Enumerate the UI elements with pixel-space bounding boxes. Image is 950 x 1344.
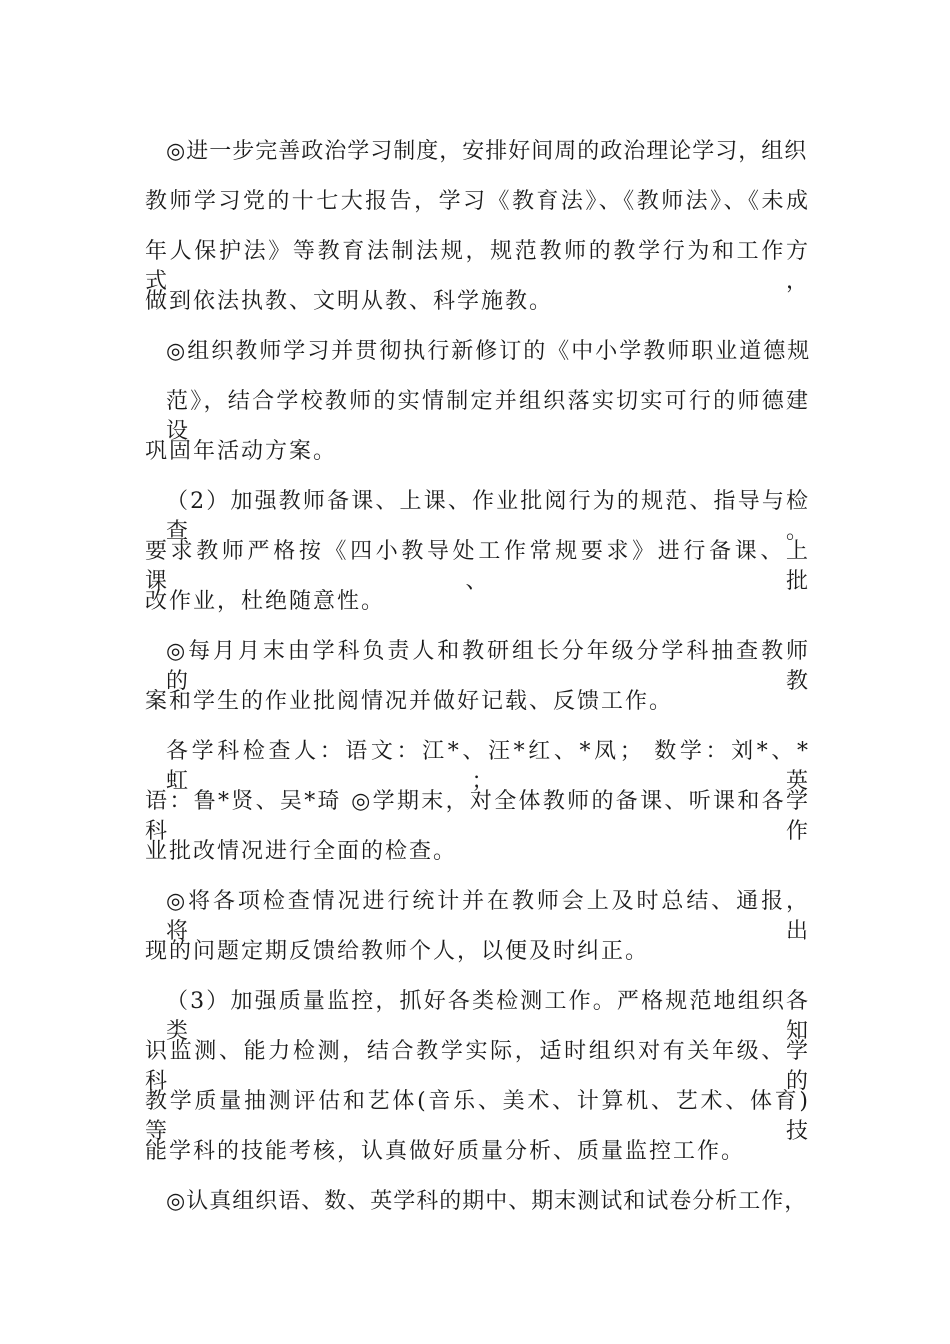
- text-line: 要求教师严格按《四小教导处工作常规要求》进行备课、上课、批: [145, 539, 810, 594]
- text-line: ◎认真组织语、数、英学科的期中、期末测试和试卷分析工作，: [166, 1189, 808, 1214]
- text-line: 各学科检查人：语文：江*、汪*红、*凤； 数学：刘*、*虹； 英: [166, 739, 810, 794]
- text-line: 能学科的技能考核，认真做好质量分析、质量监控工作。: [145, 1139, 746, 1164]
- text-line: 巩固年活动方案。: [145, 439, 338, 464]
- text-line: ◎组织教师学习并贯彻执行新修订的《中小学教师职业道德规: [166, 339, 812, 364]
- text-line: 语：鲁*贤、吴*琦 ◎学期末，对全体教师的备课、听课和各学科作: [145, 789, 810, 844]
- text-line: 年人保护法》等教育法制法规，规范教师的教学行为和工作方式，: [145, 239, 810, 294]
- text-line: ◎进一步完善政治学习制度，安排好间周的政治理论学习，组织: [166, 139, 808, 164]
- text-line: 教学质量抽测评估和艺体(音乐、美术、计算机、艺术、体育)等技: [145, 1089, 810, 1144]
- text-line: 案和学生的作业批阅情况并做好记载、反馈工作。: [145, 689, 674, 714]
- text-line: 教师学习党的十七大报告，学习《教育法》、《教师法》、《未成: [145, 189, 810, 214]
- text-line: 范》，结合学校教师的实情制定并组织落实切实可行的师德建设: [166, 389, 810, 444]
- text-line: （2）加强教师备课、上课、作业批阅行为的规范、指导与检查。: [166, 489, 810, 544]
- text-line: 识监测、能力检测，结合教学实际，适时组织对有关年级、学科的: [145, 1039, 810, 1094]
- text-line: 做到依法执教、文明从教、科学施教。: [145, 289, 554, 314]
- text-line: （3）加强质量监控，抓好各类检测工作。严格规范地组织各类知: [166, 989, 810, 1044]
- text-line: ◎每月月末由学科负责人和教研组长分年级分学科抽查教师的教: [166, 639, 810, 694]
- text-line: 现的问题定期反馈给教师个人，以便及时纠正。: [145, 939, 650, 964]
- text-line: 改作业，杜绝随意性。: [145, 589, 386, 614]
- text-line: ◎将各项检查情况进行统计并在教师会上及时总结、通报，将出: [166, 889, 810, 944]
- text-line: 业批改情况进行全面的检查。: [145, 839, 458, 864]
